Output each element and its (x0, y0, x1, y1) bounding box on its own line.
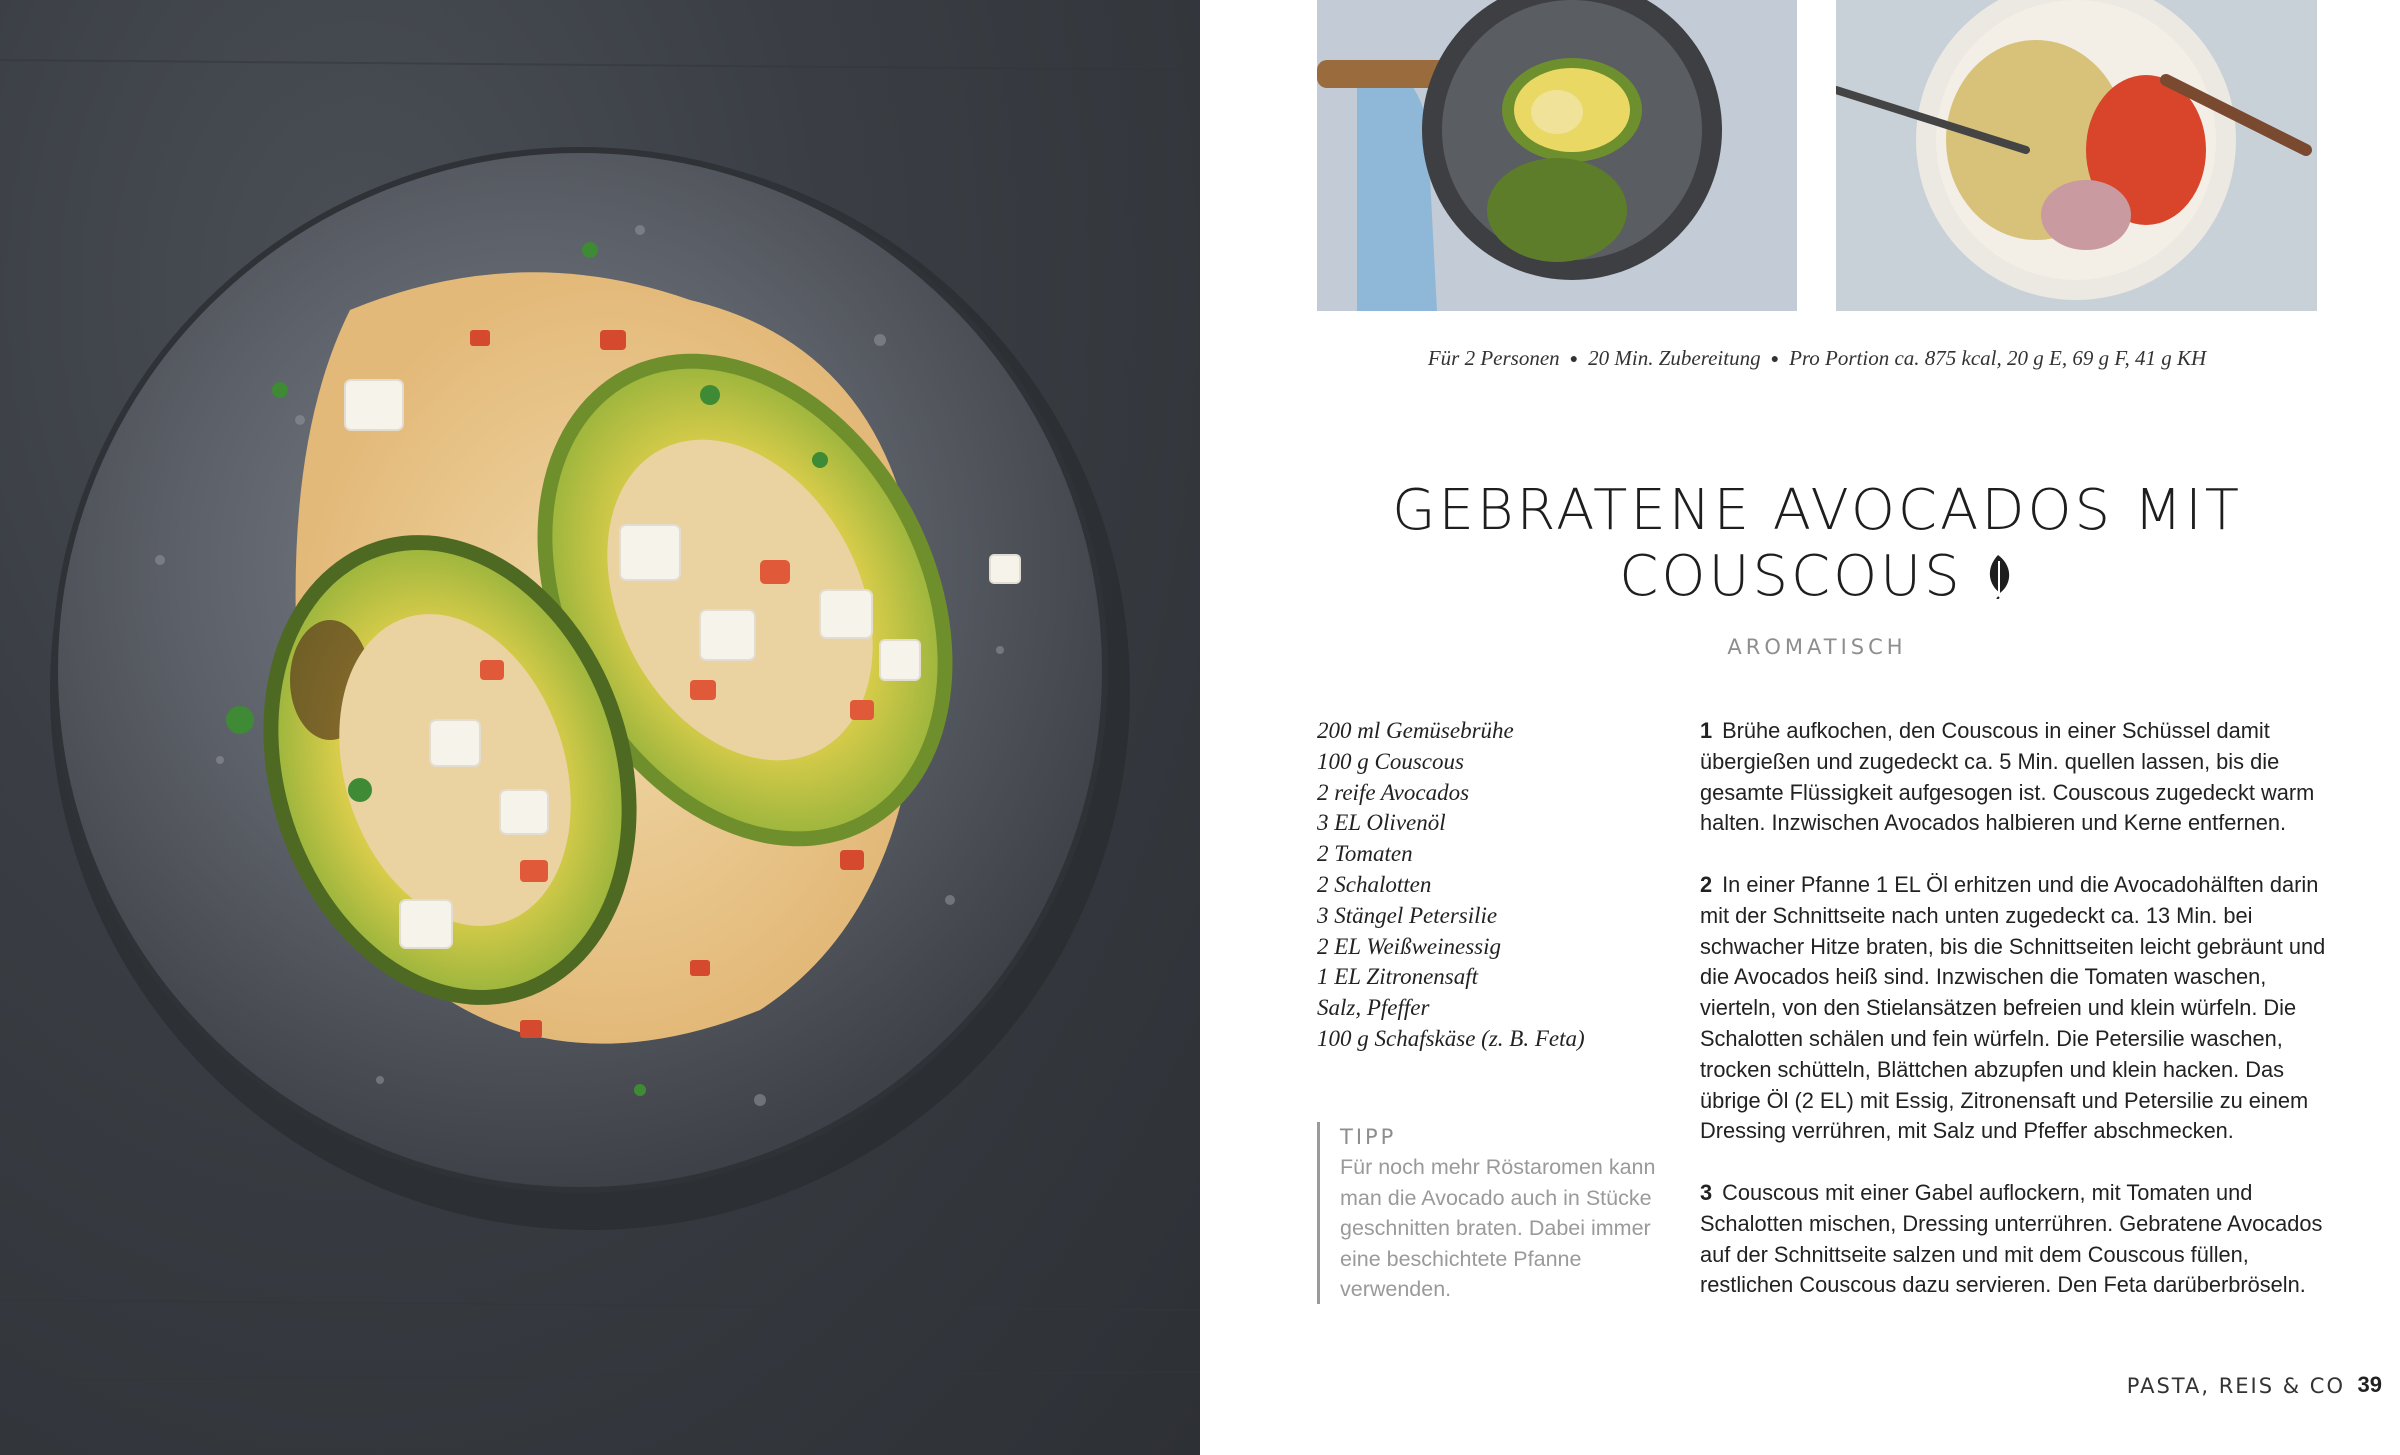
recipe-meta (1200, 346, 2400, 371)
ingredient-list (1317, 716, 1647, 1055)
recipe-title-line-1: GEBRATENE AVOCADOS MIT (1392, 478, 2242, 543)
ingredient-item: 3 Stängel Petersilie (1317, 902, 1498, 928)
step-number: 3 (1700, 1179, 1713, 1205)
couscous-tomato-bowl-photo (1836, 0, 2317, 311)
step-text: Couscous mit einer Gabel auflockern, mit Tomaten und Schalotten mischen, Dressing unterrühren. Gebratene Avocados auf der Schnittseite salzen und mit dem Couscous füllen, restlichen Couscous dazu servieren. Den Feta darüberbröseln. (1700, 1179, 2323, 1298)
prep-time: 20 Min. Zubereitung (1588, 346, 1761, 370)
vegetarian-leaf-icon (1981, 553, 2015, 599)
ingredient-item: 2 EL Weißweinessig (1317, 933, 1502, 959)
recipe-title-line-2: COUSCOUS (1619, 544, 1963, 609)
tip-box (1317, 1122, 1657, 1304)
recipe-page (1200, 0, 2400, 1455)
tip-text: Für noch mehr Röstaromen kann man die Avocado auch in Stücke geschnitten braten. Dabei immer eine beschichtete Pfanne verwenden. (1340, 1155, 1656, 1302)
avocado-halves-in-pan-photo (1317, 0, 1797, 311)
servings: Für 2 Personen (1427, 346, 1560, 370)
separator-dot-icon: ● (1770, 352, 1780, 367)
page-number: 39 (2357, 1372, 2382, 1397)
tip-heading: TIPP (1340, 1125, 1397, 1149)
recipe-title-line-2-wrapper (1317, 544, 2317, 610)
footer-section-title: PASTA, REIS & CO (2126, 1374, 2345, 1398)
ingredient-item: 100 g Couscous (1317, 748, 1464, 774)
ingredient-item: 1 EL Zitronensaft (1317, 964, 1479, 990)
recipe-subtitle: AROMATISCH (1727, 635, 1907, 659)
step-text: In einer Pfanne 1 EL Öl erhitzen und die Avocadohälften darin mit der Schnittseite nach unten zugedeckt ca. 13 Min. bei schwacher Hitze braten, bis die Schnittseiten leicht gebräunt und die Avocados heiß sind. Inzwischen die Tomaten waschen, vierteln, von den Stielansätzen befreien und klein würfeln. Die Schalotten schälen und fein würfeln. Die Petersilie waschen, trocken schütteln, Blättchen abzupfen und klein hacken. Das übrige Öl (2 EL) mit Essig, Zitronensaft und Petersilie zu einem Dressing verrühren, mit Salz und Pfeffer abschmecken. (1700, 871, 2326, 1144)
nutrition-info: Pro Portion ca. 875 kcal, 20 g E, 69 g F, 41 g KH (1789, 346, 2207, 370)
ingredient-item: Salz, Pfeffer (1317, 995, 1430, 1021)
step-number: 1 (1700, 718, 1713, 743)
recipe-title (1317, 478, 2317, 610)
step-item (1700, 716, 2340, 839)
ingredient-item: 100 g Schafskäse (z. B. Feta) (1317, 1025, 1585, 1051)
ingredient-item: 2 Schalotten (1317, 871, 1432, 897)
step-item (1700, 870, 2340, 1147)
ingredient-item: 2 Tomaten (1317, 841, 1413, 867)
ingredient-item: 200 ml Gemüsebrühe (1317, 718, 1514, 743)
preparation-steps (1700, 716, 2340, 1332)
ingredient-item: 2 reife Avocados (1317, 779, 1470, 805)
ingredient-item: 3 EL Olivenöl (1317, 810, 1446, 836)
step-number: 2 (1700, 871, 1713, 897)
step-text: Brühe aufkochen, den Couscous in einer Schüssel damit übergießen und zugedeckt ca. 5 Min. quellen lassen, bis die gesamte Flüssigkeit aufgesogen ist. Couscous zugedeckt warm halten. Inzwischen Avocados halbieren und Kerne entfernen. (1700, 718, 2315, 836)
separator-dot-icon: ● (1569, 352, 1579, 367)
step-item (1700, 1178, 2340, 1301)
